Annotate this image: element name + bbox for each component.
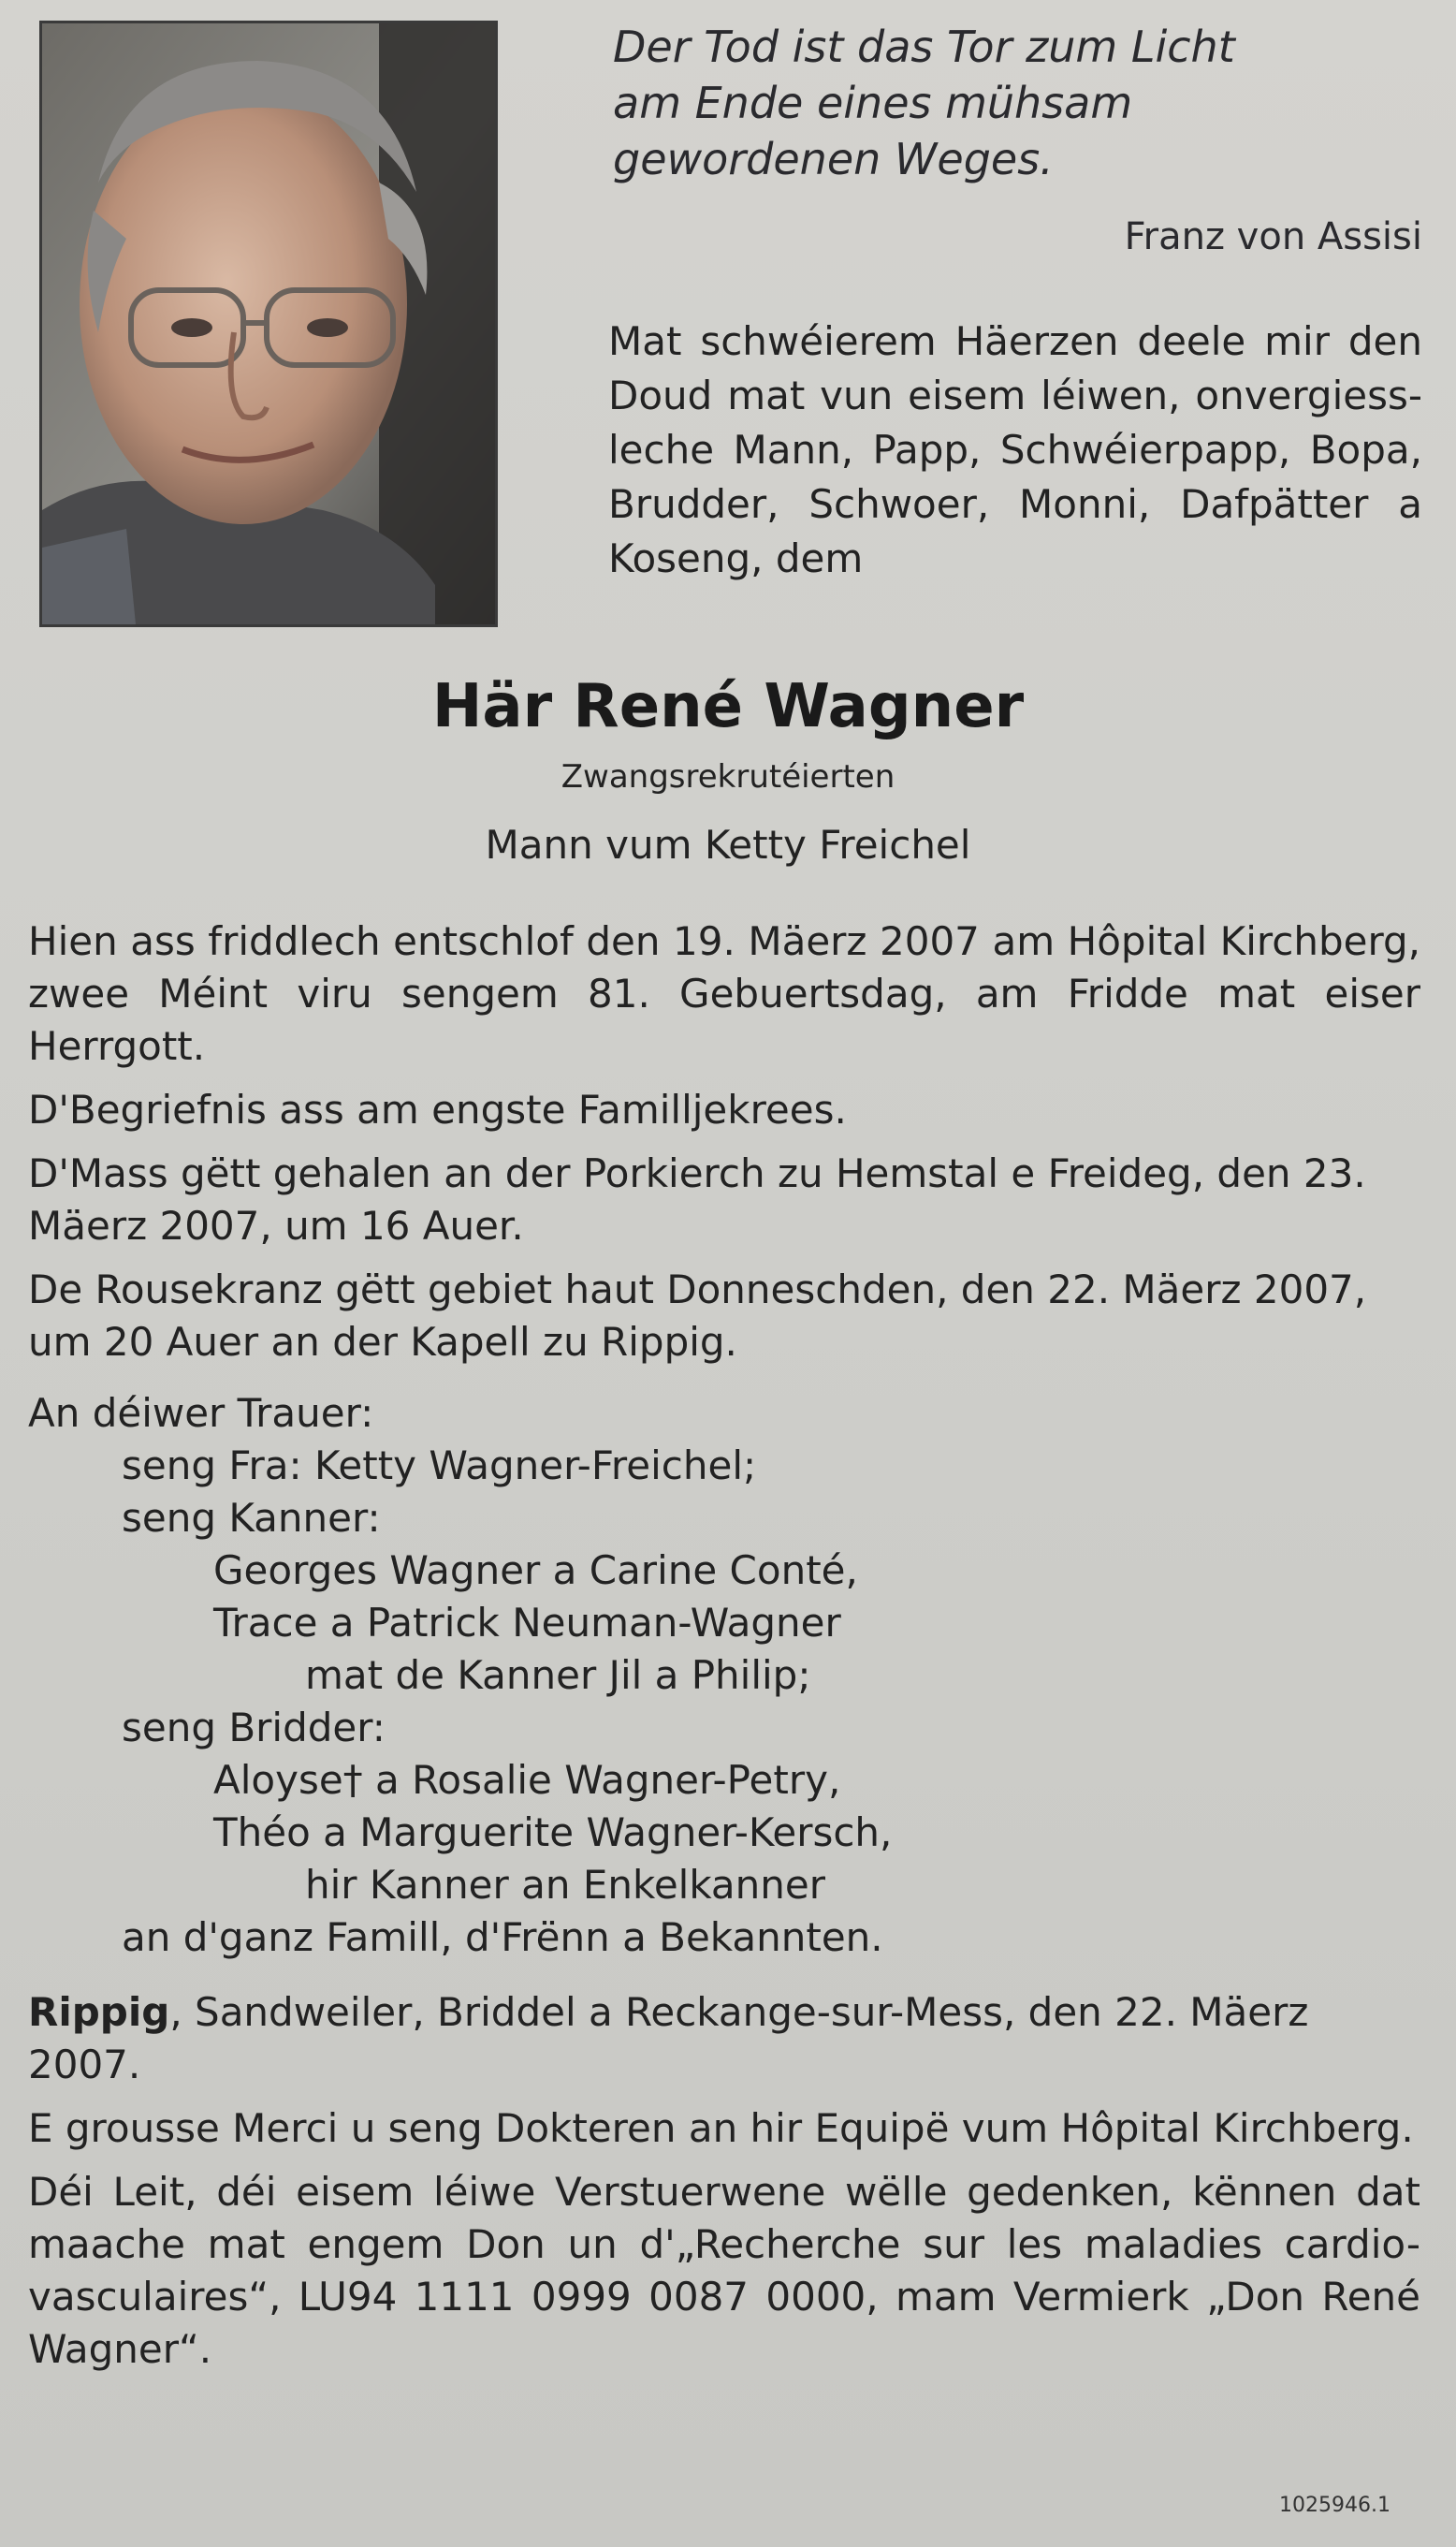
obituary-body [28,915,1420,2387]
epigraph-quote [613,19,1418,187]
mourners-intro: An déiwer Trauer: [28,1390,374,1436]
death-paragraph: Hien ass friddlech entschlof den 19. Mäerz 2007 am Hôpital Kirchberg, zwee Méint viru sengem 81. Gebuertsdag, am Fridde mat eiser Herrgott. [28,918,1420,1069]
mass-paragraph: D'Mass gëtt gehalen an der Porkierch zu Hemstal e Freideg, den 23. Mäerz 2007, um 16 Auer. [28,1150,1366,1249]
deceased-spouse: Mann vum Ketty Freichel [485,822,971,868]
rosary-paragraph: De Rousekranz gëtt gebiet haut Donneschden, den 22. Mäerz 2007, um 20 Auer an der Kapell zu Rippig. [28,1266,1367,1365]
portrait-image [42,23,495,624]
mourner-child: Trace a Patrick Neuman-Wagner [213,1600,841,1646]
reference-number: 1025946.1 [1279,2494,1390,2517]
mourner-sibling: Théo a Marguerite Wagner-Kersch, [213,1809,893,1855]
mourners-list [28,1387,1420,1964]
portrait-photo [39,21,498,627]
mourner-children-label: seng Kanner: [122,1495,381,1541]
thanks-paragraph: E grousse Merci u seng Dokteren an hir Equipë vum Hôpital Kirchberg. [28,2105,1414,2151]
mourner-sibling-children: hir Kanner an Enkelkanner [305,1862,826,1908]
quote-author: Franz von Assisi [1124,215,1422,258]
announcement-text: Mat schwéierem Häerzen deele mir den Doud mat vun eisem léiwen, onvergiess-leche Mann, Papp, Schwéierpapp, Bopa, Brudder, Schwoer, Monni, Dafpätter a Koseng, dem [608,318,1422,581]
mourner-siblings-label: seng Bridder: [122,1705,386,1750]
place-date-line [28,1986,1420,2091]
donation-paragraph: Déi Leit, déi eisem léiwe Verstuerwene wëlle gedenken, kënnen dat maache mat engem Don un d'„Recherche sur les maladies cardio-vasculaires“, LU94 1111 0999 0087 0000, mam Vermierk „Don René Wagner“. [28,2169,1420,2372]
place-bold: Rippig [28,1989,170,2035]
mourner-family: an d'ganz Famill, d'Frënn a Bekannten. [122,1914,883,1960]
deceased-name: Här René Wagner [431,672,1025,741]
quote-line: am Ende eines mühsam [613,78,1133,128]
mourner-sibling: Aloyse† a Rosalie Wagner-Petry, [213,1757,841,1803]
burial-paragraph: D'Begriefnis ass am engste Familljekrees. [28,1087,847,1133]
mourner-wife: seng Fra: Ketty Wagner-Freichel; [122,1442,757,1488]
quote-line: gewordenen Weges. [613,134,1054,184]
mourner-child: Georges Wagner a Carine Conté, [213,1547,858,1593]
quote-line: Der Tod ist das Tor zum Licht [613,22,1235,72]
deceased-subtitle: Zwangsrekrutéierten [561,758,895,796]
place-rest: , Sandweiler, Briddel a Reckange-sur-Mess, den 22. Mäerz 2007. [28,1989,1309,2087]
mourner-grandchildren: mat de Kanner Jil a Philip; [305,1652,811,1698]
